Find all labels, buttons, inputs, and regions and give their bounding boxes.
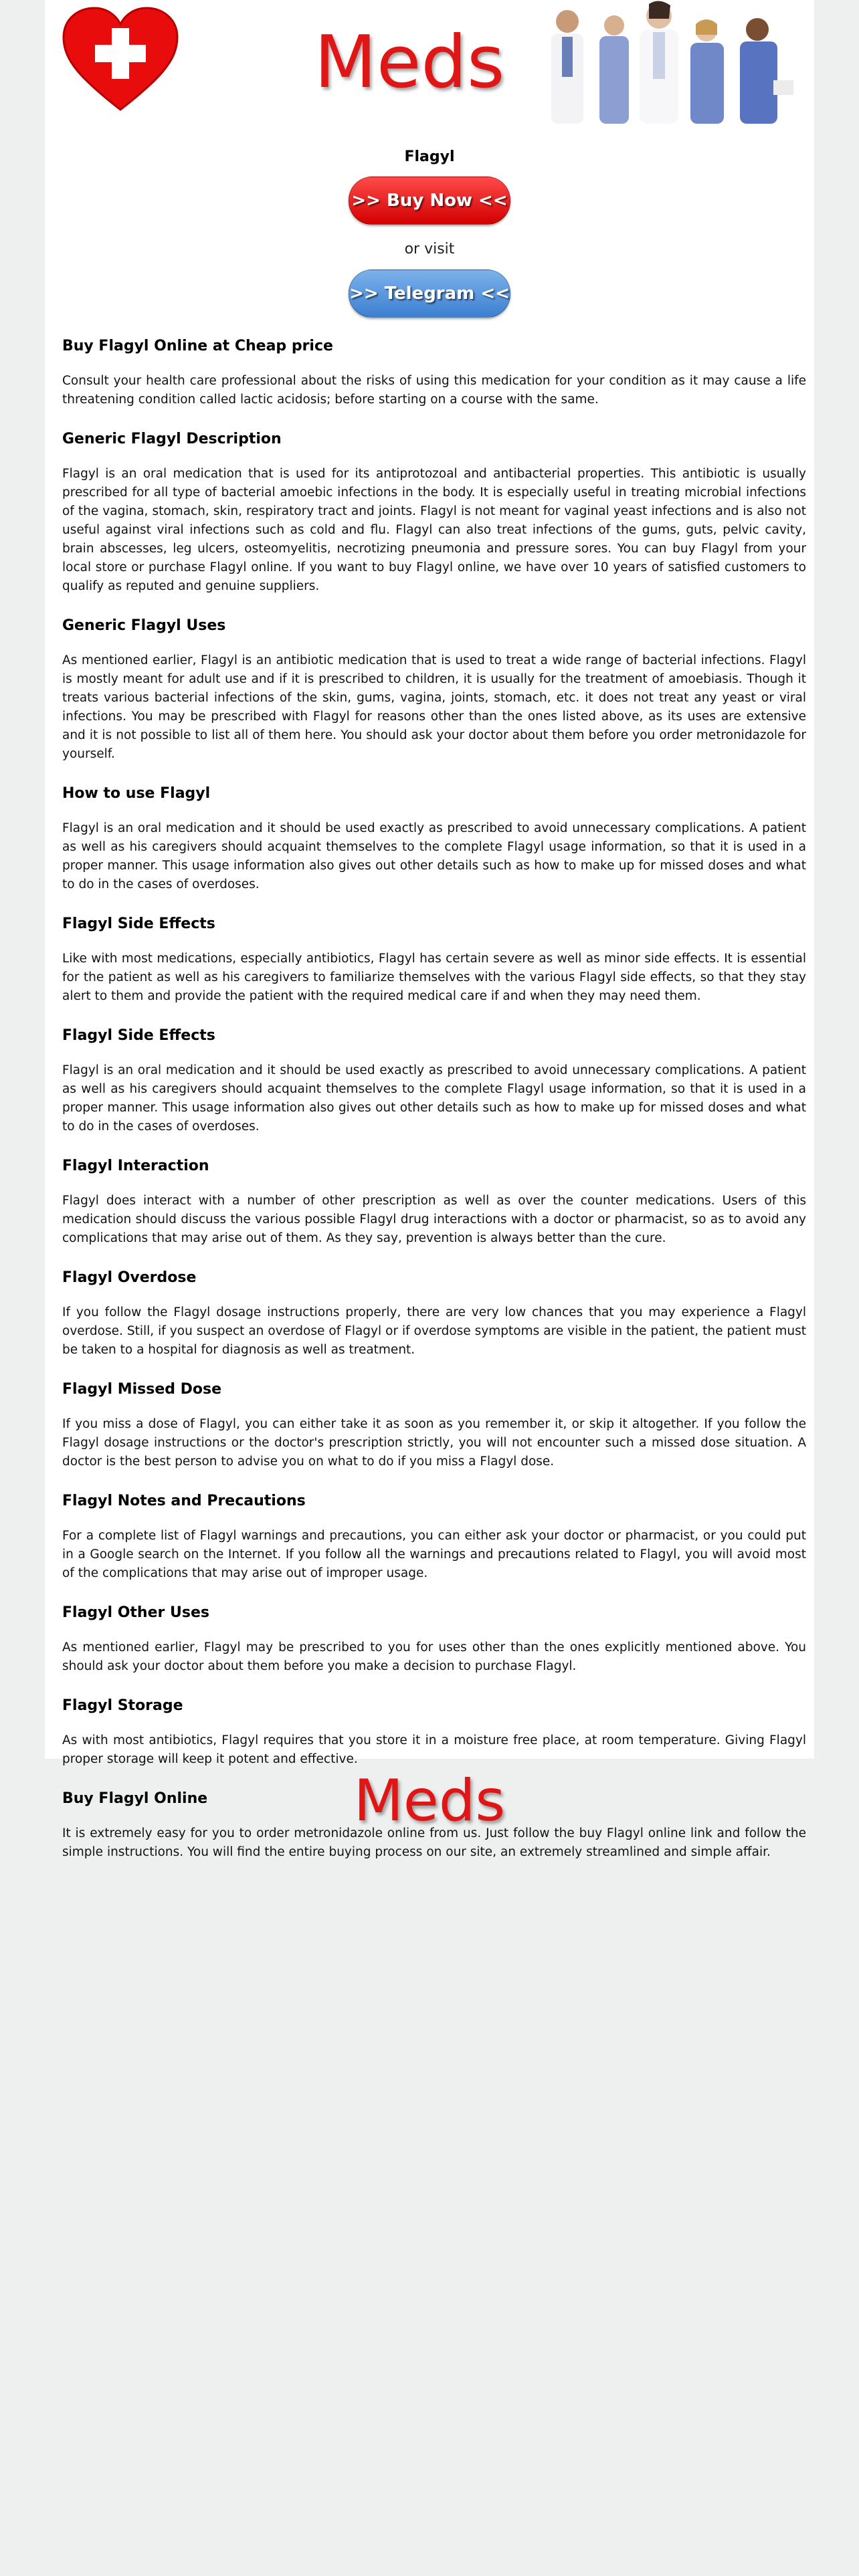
section-heading: How to use Flagyl bbox=[62, 785, 211, 802]
section-text: As mentioned earlier, Flagyl is an antibiotic medication that is used to treat a wide range of bacterial infections. Flagyl is mostly meant for adult use and if it is prescribed to children, it is usually for the treatment of amoebiasis. Though it treats various bacterial infections of the skin, gums, vagina, joints, stomach, etc. it does not treat any yeast or viral infections. You may be prescribed with Flagyl for reasons other than the ones listed above, as its uses are extensive and it is not possible to list all of them here. You should ask your doctor about them before you order metronidazole for yourself. bbox=[62, 653, 806, 761]
section-heading: Flagyl Storage bbox=[62, 1697, 183, 1714]
section-text: If you follow the Flagyl dosage instructions properly, there are very low chances that you may experience a Flagyl overdose. Still, if you suspect an overdose of Flagyl or if overdose symptoms are visible in the patient, the patient must be taken to a hospital for diagnosis as well as treatment. bbox=[62, 1305, 806, 1357]
section-precautions bbox=[62, 1493, 806, 1583]
section-storage bbox=[62, 1697, 806, 1769]
section-text: Flagyl is an oral medication and it should be used exactly as prescribed to avoid unnecessary complications. A patient as well as his caregivers should acquaint themselves to the complete Flagyl usage information, so that it is used in a proper manner. This usage information also gives out other details such as how to make up for missed doses and what to do in the cases of overdoses. bbox=[62, 821, 806, 891]
section-heading: Flagyl Notes and Precautions bbox=[62, 1493, 306, 1509]
section-description bbox=[62, 431, 806, 596]
section-heading: Buy Flagyl Online bbox=[62, 1790, 208, 1807]
section-overdose bbox=[62, 1269, 806, 1360]
or-visit-text: or visit bbox=[404, 241, 455, 257]
site-header bbox=[45, 0, 814, 134]
section-text: Flagyl is an oral medication that is used for its antiprotozoal and antibacterial properties. This antibiotic is usually prescribed for all type of bacterial amoebic infections in the body. It is especially useful in treating microbial infections of the vagina, stomach, skin, respiratory tract and joints. Flagyl is not meant for vaginal yeast infections and is also not useful against viral infections such as cold and flu. Flagyl can also treat infections of the gums, guts, pelvic cavity, brain abscesses, leg ulcers, osteomyelitis, necrotizing pneumonia and pressure sores. You can buy Flagyl from your local store or purchase Flagyl online. If you want to buy Flagyl online, we have over 10 years of satisfied customers to qualify as reputed and genuine suppliers. bbox=[62, 467, 806, 593]
footer-brand: Meds bbox=[353, 1767, 506, 1834]
section-uses bbox=[62, 617, 806, 764]
section-heading: Flagyl Other Uses bbox=[62, 1604, 209, 1621]
section-text: As mentioned earlier, Flagyl may be prescribed to you for uses other than the ones explicitly mentioned above. You should ask your doctor about them before you make a decision to purchase Flagyl. bbox=[62, 1640, 806, 1673]
section-text: Flagyl does interact with a number of other prescription as well as over the counter medications. Users of this medication should discuss the various possible Flagyl drug interactions with a doctor or pharmacist, so as to avoid any complications that may arise out of them. As they say, prevention is always better than the cure. bbox=[62, 1194, 806, 1245]
section-heading: Flagyl Overdose bbox=[62, 1269, 197, 1286]
call-to-action bbox=[45, 142, 814, 318]
section-heading: Buy Flagyl Online at Cheap price bbox=[62, 338, 333, 354]
section-text: It is extremely easy for you to order metronidazole online from us. Just follow the buy Flagyl online link and follow the simple instructions. You will find the entire buying process on our site, an extremely streamlined and simple affair. bbox=[62, 1826, 806, 1859]
red-heart-cross-icon bbox=[61, 5, 180, 112]
section-heading: Flagyl Side Effects bbox=[62, 916, 215, 932]
section-other-uses bbox=[62, 1604, 806, 1676]
section-heading: Generic Flagyl Uses bbox=[62, 617, 226, 634]
section-side-effects bbox=[62, 916, 806, 1006]
telegram-button[interactable]: >> Telegram << bbox=[349, 270, 510, 318]
section-heading: Generic Flagyl Description bbox=[62, 431, 282, 447]
section-heading: Flagyl Interaction bbox=[62, 1158, 209, 1174]
section-text: Consult your health care professional about the risks of using this medication for your condition as it may cause a life threatening condition called lactic acidosis; before starting on a course with the same. bbox=[62, 374, 806, 407]
section-text: Like with most medications, especially antibiotics, Flagyl has certain severe as well as minor side effects. It is essential for the patient as well as his caregivers to familiarize themselves with the various Flagyl side effects, so that they stay alert to them and provide the patient with the required medical care if and when they may need them. bbox=[62, 952, 806, 1003]
section-text: For a complete list of Flagyl warnings and precautions, you can either ask your doctor or pharmacist, or you could put in a Google search on the Internet. If you follow all the warnings and precautions related to Flagyl, you will avoid most of the complications that may arise out of improper usage. bbox=[62, 1529, 806, 1580]
section-text: Flagyl is an oral medication and it should be used exactly as prescribed to avoid unnecessary complications. A patient as well as his caregivers should acquaint themselves to the complete Flagyl usage information, so that it is used in a proper manner. This usage information also gives out other details such as how to make up for missed doses and what to do in the cases of overdoses. bbox=[62, 1063, 806, 1134]
section-buy-online-cheap bbox=[62, 338, 806, 409]
section-text: As with most antibiotics, Flagyl requires that you store it in a moisture free place, at room temperature. Giving Flagyl proper storage will keep it potent and effective. bbox=[62, 1733, 806, 1766]
product-name: Flagyl bbox=[404, 148, 455, 165]
section-heading: Flagyl Side Effects bbox=[62, 1027, 215, 1044]
article-content bbox=[45, 318, 814, 1862]
section-heading: Flagyl Missed Dose bbox=[62, 1381, 222, 1398]
section-how-to-use bbox=[62, 785, 806, 894]
section-text: If you miss a dose of Flagyl, you can either take it as soon as you remember it, or skip it altogether. If you follow the Flagyl dosage instructions or the doctor's prescription strictly, you will not encounter such a missed dose situation. A doctor is the best person to advise you on what to do if you miss a Flagyl dose. bbox=[62, 1417, 806, 1469]
buy-now-button[interactable]: >> Buy Now << bbox=[349, 177, 510, 225]
section-side-effects-2 bbox=[62, 1027, 806, 1136]
site-brand: Meds bbox=[314, 21, 505, 104]
section-interaction bbox=[62, 1158, 806, 1248]
section-missed-dose bbox=[62, 1381, 806, 1471]
doctors-team-photo bbox=[542, 0, 801, 127]
page-container bbox=[45, 0, 814, 1859]
